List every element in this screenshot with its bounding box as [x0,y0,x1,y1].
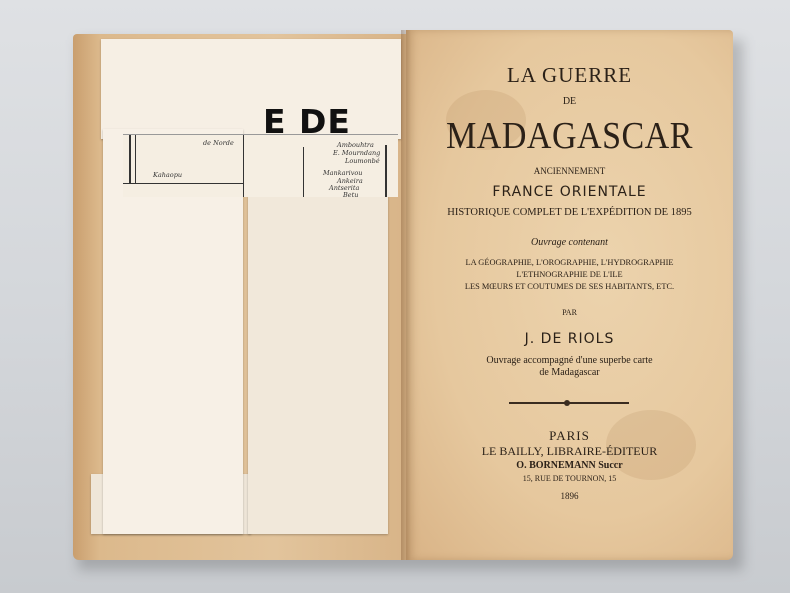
contents-line: LA GÉOGRAPHIE, L'OROGRAPHIE, L'HYDROGRAPHIE [465,258,674,267]
map-label: E. Mourndang [333,149,381,157]
map-fragment [123,134,398,197]
map-note-line: Ouvrage accompagné d'une superbe carte [486,355,653,366]
map-label: Loumonbé [345,157,380,165]
map-label: Ambouhtra [337,141,374,149]
publication-city: PARIS [549,428,590,443]
ornamental-divider [509,402,629,404]
publisher-successor: O. BORNEMANN Succr [516,460,623,471]
folded-map-sheet-top [101,39,401,139]
folded-map-sheet-right [248,194,388,534]
contents-list [406,257,733,293]
main-title: MADAGASCAR [446,115,693,158]
subtitle-france-orientale: FRANCE ORIENTALE [492,184,647,200]
author-name: J. DE RIOLS [524,331,615,347]
subtitle-historique: HISTORIQUE COMPLET DE L'EXPÉDITION DE 1895 [447,207,692,218]
open-book [73,30,735,562]
publisher-address: 15, RUE DE TOURNON, 15 [522,474,617,483]
map-label: Antserita [329,184,360,192]
book-gutter [401,30,411,560]
map-label: de Norde [203,139,234,147]
subtitle-anciennement: ANCIENNEMENT [533,166,606,176]
par-label: PAR [562,308,577,317]
map-title-fragment: E DE [263,102,351,141]
contents-line: LES MŒURS ET COUTUMES DE SES HABITANTS, ETC. [464,282,675,291]
map-label: Ankeira [337,177,363,185]
map-label: Kahaopu [153,171,183,179]
ouvrage-contenant: Ouvrage contenant [531,237,608,248]
contents-line: L'ETHNOGRAPHIE DE L'ILE [516,270,623,279]
publication-year: 1896 [560,491,579,501]
publisher: LE BAILLY, LIBRAIRE-ÉDITEUR [481,444,658,458]
map-note [406,355,733,379]
map-note-line: de Madagascar [539,367,600,378]
map-label: Mankarivou [323,169,363,177]
title-line-1: LA GUERRE [506,63,633,87]
title-line-2: DE [562,96,577,107]
map-label: Betu [343,191,359,199]
title-page [406,30,733,560]
left-page [73,34,408,560]
